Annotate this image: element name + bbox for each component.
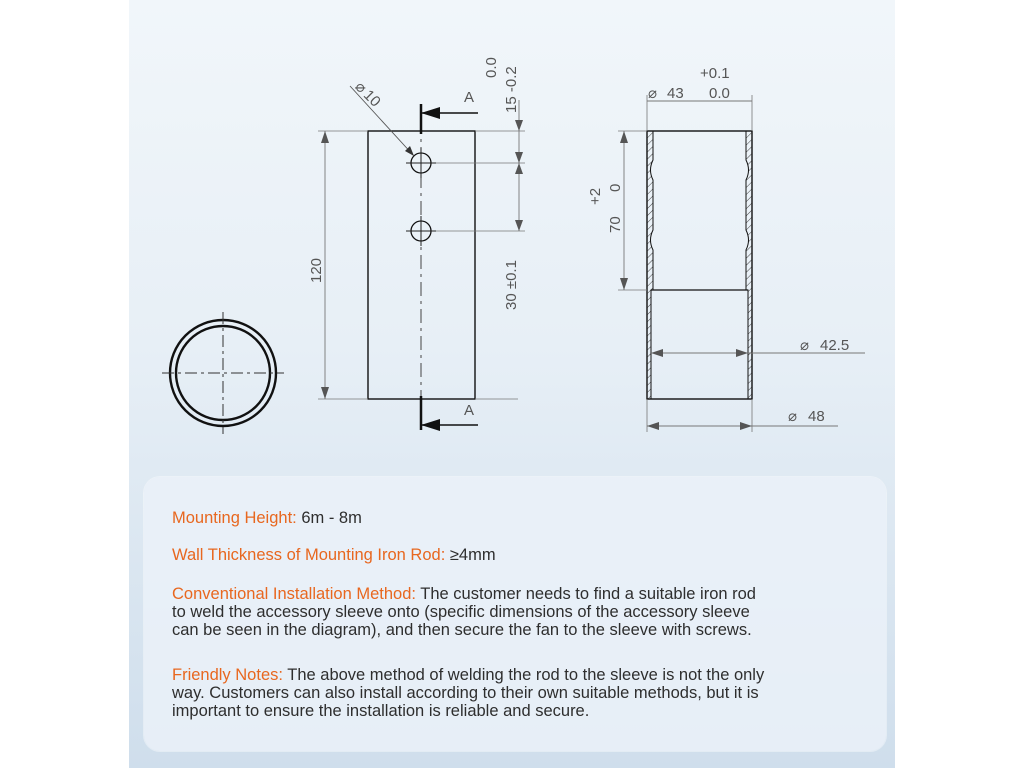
info-card: [144, 477, 886, 751]
recess-depth: 70: [607, 216, 624, 233]
install-line-1: The customer needs to find a suitable iron rod: [416, 585, 756, 603]
hole-spacing-dimension: 30 ±0.1: [503, 260, 520, 310]
section-view: [618, 95, 865, 432]
install-line-3: can be seen in the diagram), and then secure the fan to the sleeve with screws.: [172, 621, 752, 639]
section-letter-top: A: [464, 89, 475, 106]
diameter-symbol-inner: ⌀: [800, 337, 810, 354]
length-dimension: 120: [308, 257, 325, 283]
outer-diameter: 48: [808, 408, 825, 425]
notes-line-2: way. Customers can also install according to their own suitable methods, but it is: [172, 684, 759, 702]
diameter-symbol: ⌀: [648, 85, 658, 102]
front-view: [318, 86, 525, 431]
recess-tolerance-upper: +2: [587, 187, 604, 205]
diameter-symbol-outer: ⌀: [788, 408, 798, 425]
notes-line-3: important to ensure the installation is reliable and secure.: [172, 702, 590, 720]
end-view: [162, 312, 284, 434]
friendly-notes-paragraph: [172, 666, 864, 720]
outer-diameter-top: 43: [667, 85, 684, 102]
friendly-notes-label: Friendly Notes:: [172, 666, 283, 684]
wall-thickness-value: ≥4mm: [445, 546, 496, 564]
outer-tolerance-lower: 0.0: [709, 85, 730, 102]
outer-tolerance-upper: +0.1: [700, 65, 730, 82]
install-method-paragraph: [172, 585, 864, 639]
recess-tolerance-lower: 0: [607, 183, 624, 192]
top-tolerance-upper: 0.0: [483, 57, 500, 78]
wall-thickness-label: Wall Thickness of Mounting Iron Rod:: [172, 546, 446, 564]
inner-diameter: 42.5: [820, 337, 850, 354]
install-method-label: Conventional Installation Method:: [172, 585, 416, 603]
hole-diameter-label: [351, 78, 383, 110]
svg-text:⌀: ⌀: [351, 78, 370, 97]
hole-diameter-value: 10: [359, 86, 384, 111]
top-dimension: 15 -0.2: [503, 66, 520, 113]
mounting-height-value: 6m - 8m: [296, 509, 362, 527]
install-line-2: to weld the accessory sleeve onto (specific dimensions of the accessory sleeve: [172, 603, 750, 621]
mounting-height-line: [172, 509, 864, 527]
section-letter-bottom: A: [464, 402, 475, 419]
wall-thickness-line: [172, 546, 864, 564]
dimension-labels: [308, 57, 849, 425]
mounting-height-label: Mounting Height:: [172, 509, 297, 527]
notes-line-1: The above method of welding the rod to the sleeve is not the only: [282, 666, 765, 684]
